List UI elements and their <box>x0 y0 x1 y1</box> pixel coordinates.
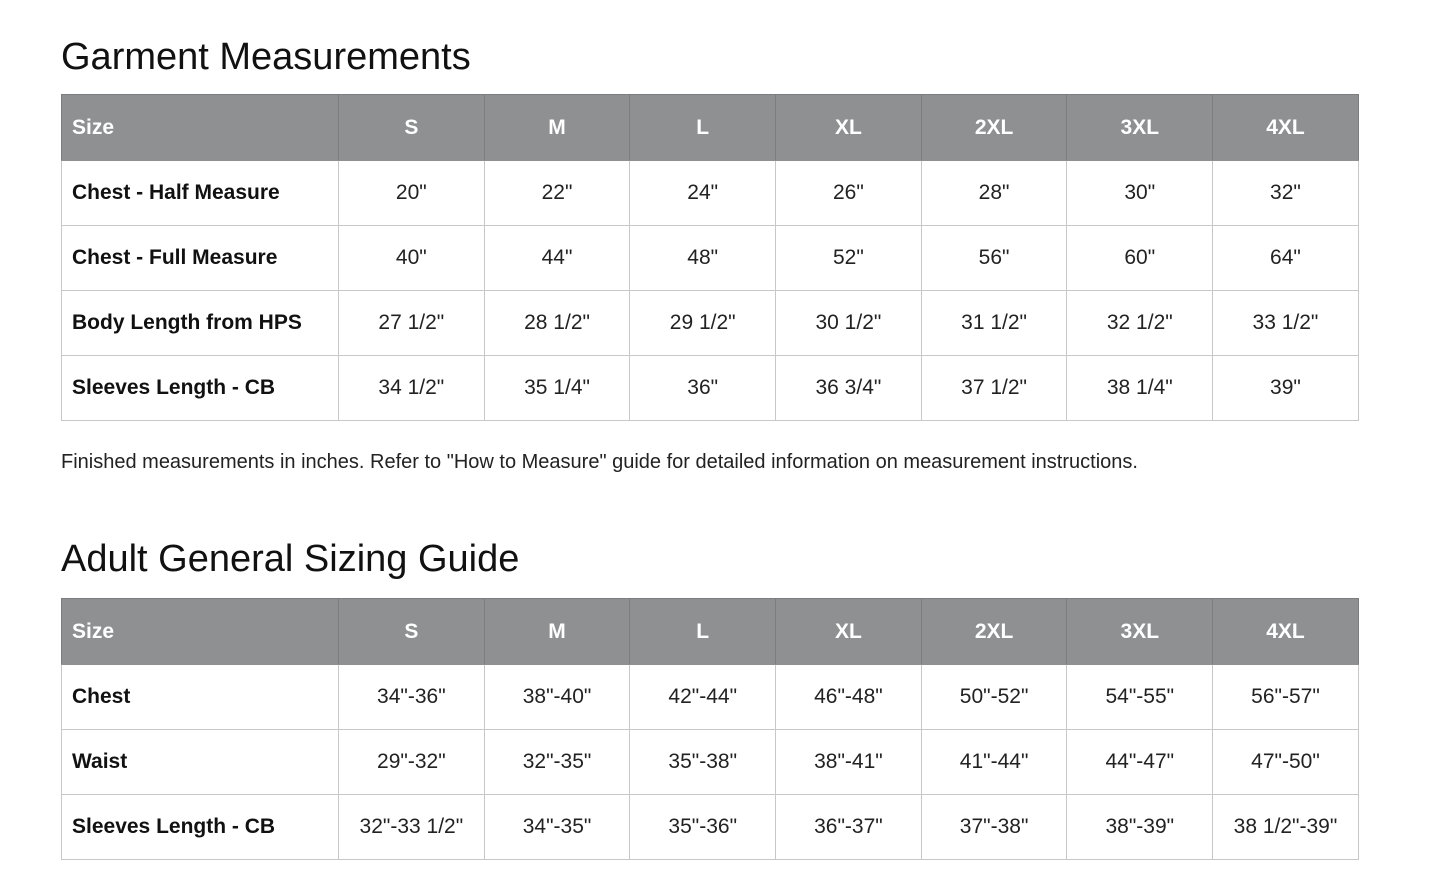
table-cell: 48" <box>630 226 776 291</box>
size-header-l: L <box>630 95 776 161</box>
table-cell: 36" <box>630 356 776 421</box>
table-cell: 38 1/2"-39" <box>1213 795 1359 860</box>
table-cell: 28" <box>921 161 1067 226</box>
table-cell: 37"-38" <box>921 795 1067 860</box>
table-cell: 37 1/2" <box>921 356 1067 421</box>
table-cell: 30 1/2" <box>776 291 922 356</box>
table-cell: 33 1/2" <box>1213 291 1359 356</box>
table-cell: 52" <box>776 226 922 291</box>
adult-sizing-guide-table <box>61 598 1359 860</box>
size-header-4xl: 4XL <box>1213 599 1359 665</box>
table-cell: 35"-36" <box>630 795 776 860</box>
table-cell: 29"-32" <box>339 730 485 795</box>
table-row <box>62 161 1359 226</box>
size-column-header: Size <box>62 95 339 161</box>
table-cell: 31 1/2" <box>921 291 1067 356</box>
table-cell: 20" <box>339 161 485 226</box>
table-cell: 46"-48" <box>776 665 922 730</box>
table-cell: 34"-35" <box>484 795 630 860</box>
table-row <box>62 356 1359 421</box>
table-cell: 32"-33 1/2" <box>339 795 485 860</box>
table-cell: 47"-50" <box>1213 730 1359 795</box>
size-header-m: M <box>484 599 630 665</box>
table-row <box>62 795 1359 860</box>
table-cell: 27 1/2" <box>339 291 485 356</box>
table-cell: 40" <box>339 226 485 291</box>
table-cell: 50"-52" <box>921 665 1067 730</box>
size-header-s: S <box>339 95 485 161</box>
row-label: Chest <box>62 665 339 730</box>
table-cell: 32"-35" <box>484 730 630 795</box>
size-header-3xl: 3XL <box>1067 95 1213 161</box>
size-header-2xl: 2XL <box>921 95 1067 161</box>
table-row <box>62 665 1359 730</box>
row-label: Sleeves Length - CB <box>62 356 339 421</box>
table-cell: 38"-40" <box>484 665 630 730</box>
table-cell: 26" <box>776 161 922 226</box>
table-header-row <box>62 599 1359 665</box>
table-header-row <box>62 95 1359 161</box>
size-header-s: S <box>339 599 485 665</box>
size-header-xl: XL <box>776 95 922 161</box>
table-cell: 39" <box>1213 356 1359 421</box>
table-cell: 35"-38" <box>630 730 776 795</box>
table-row <box>62 291 1359 356</box>
size-header-l: L <box>630 599 776 665</box>
size-header-3xl: 3XL <box>1067 599 1213 665</box>
row-label: Body Length from HPS <box>62 291 339 356</box>
table-row <box>62 226 1359 291</box>
table-row <box>62 730 1359 795</box>
measurement-footnote: Finished measurements in inches. Refer to "How to Measure" guide for detailed information on measurement instructions. <box>61 451 1138 473</box>
row-label: Chest - Half Measure <box>62 161 339 226</box>
garment-measurements-table <box>61 94 1359 421</box>
row-label: Waist <box>62 730 339 795</box>
table-cell: 64" <box>1213 226 1359 291</box>
row-label: Sleeves Length - CB <box>62 795 339 860</box>
row-label: Chest - Full Measure <box>62 226 339 291</box>
table-cell: 34 1/2" <box>339 356 485 421</box>
table-cell: 38"-41" <box>776 730 922 795</box>
table-cell: 41"-44" <box>921 730 1067 795</box>
size-header-2xl: 2XL <box>921 599 1067 665</box>
table-cell: 44" <box>484 226 630 291</box>
table-cell: 28 1/2" <box>484 291 630 356</box>
table-cell: 56" <box>921 226 1067 291</box>
table-cell: 44"-47" <box>1067 730 1213 795</box>
garment-measurements-title: Garment Measurements <box>61 36 471 78</box>
table-cell: 38 1/4" <box>1067 356 1213 421</box>
table-cell: 24" <box>630 161 776 226</box>
table-cell: 42"-44" <box>630 665 776 730</box>
table-cell: 34"-36" <box>339 665 485 730</box>
table-cell: 29 1/2" <box>630 291 776 356</box>
table-cell: 54"-55" <box>1067 665 1213 730</box>
table-cell: 32" <box>1213 161 1359 226</box>
size-column-header: Size <box>62 599 339 665</box>
table-cell: 60" <box>1067 226 1213 291</box>
size-header-xl: XL <box>776 599 922 665</box>
size-header-4xl: 4XL <box>1213 95 1359 161</box>
table-cell: 36 3/4" <box>776 356 922 421</box>
table-cell: 36"-37" <box>776 795 922 860</box>
table-cell: 32 1/2" <box>1067 291 1213 356</box>
table-cell: 38"-39" <box>1067 795 1213 860</box>
adult-sizing-guide-title: Adult General Sizing Guide <box>61 538 520 580</box>
table-cell: 35 1/4" <box>484 356 630 421</box>
table-cell: 30" <box>1067 161 1213 226</box>
table-cell: 22" <box>484 161 630 226</box>
size-header-m: M <box>484 95 630 161</box>
table-cell: 56"-57" <box>1213 665 1359 730</box>
